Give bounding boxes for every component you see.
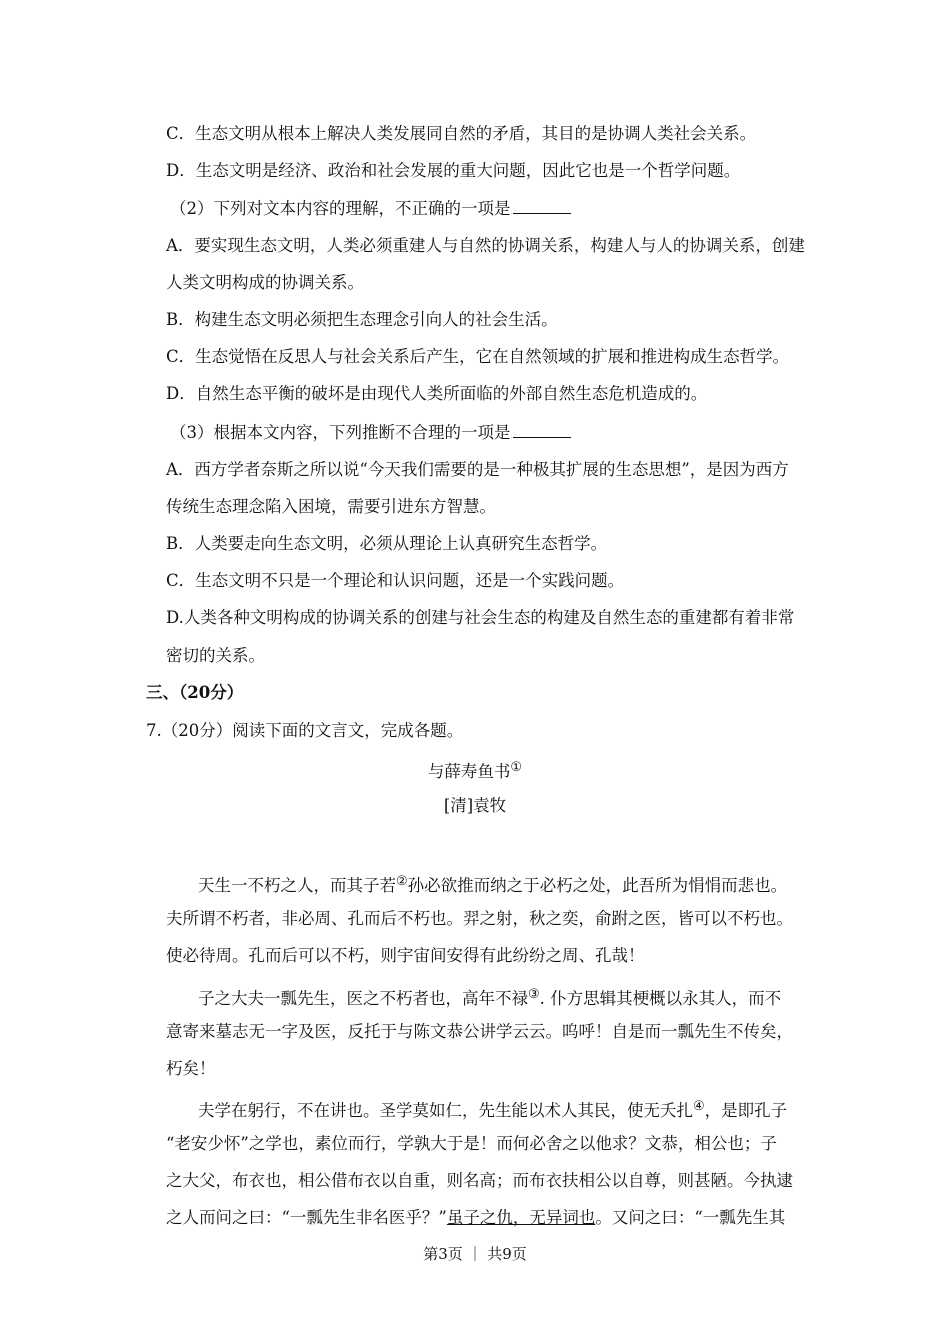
- passage-p2-line1: [198, 984, 781, 1010]
- text-run: 。又问之曰：“一瓢先生其: [595, 1208, 786, 1227]
- passage-p1-line1: [198, 871, 787, 897]
- q3-option-d-line2: 密切的关系。: [166, 646, 265, 665]
- passage-title-text: 与薛寿鱼书: [427, 762, 511, 781]
- q1-option-d: D．生态文明是经济、政治和社会发展的重大问题，因此它也是一个哲学问题。: [166, 161, 741, 180]
- text-run: . 仆方思辑其梗概以永其人，而不: [539, 989, 782, 1008]
- footnote-mark: ④: [693, 1099, 705, 1114]
- text-run: 夫学在躬行，不在讲也。圣学莫如仁，先生能以术人其民，使无夭扎: [198, 1101, 693, 1120]
- q3-option-a-line2: 传统生态理念陷入困境，需要引进东方智慧。: [166, 497, 496, 516]
- footnote-mark: ③: [528, 987, 540, 1002]
- q2-option-a-line2: 人类文明构成的协调关系。: [166, 273, 364, 292]
- q3-option-a-line1: A．西方学者奈斯之所以说“今天我们需要的是一种极其扩展的生态思想”，是因为西方: [166, 460, 789, 479]
- q3-stem: [170, 422, 571, 444]
- underlined-sentence: 虽子之仇，无异词也: [446, 1208, 596, 1227]
- text-run: 之人而问之曰：“一瓢先生非名医乎？”: [166, 1208, 447, 1227]
- passage-author: [清]袁牧: [443, 796, 507, 815]
- q2-stem: [170, 198, 571, 220]
- passage-p1-line2: 夫所谓不朽者，非必周、孔而后不朽也。羿之射，秋之奕，俞跗之医，皆可以不朽也。: [166, 909, 793, 928]
- q2-option-c: C．生态觉悟在反思人与社会关系后产生，它在自然领域的扩展和推进构成生态哲学。: [166, 347, 790, 366]
- q7-stem: 7.（20分）阅读下面的文言文，完成各题。: [146, 721, 464, 740]
- q2-option-a-line1: A．要实现生态文明，人类必须重建人与自然的协调关系，构建人与人的协调关系，创建: [166, 236, 805, 255]
- passage-p1-line3: 使必待周。孔而后可以不朽，则宇宙间安得有此纷纷之周、孔哉！: [166, 946, 645, 965]
- passage-p2-line3: 朽矣！: [166, 1059, 216, 1078]
- passage-p3-line4: [166, 1207, 785, 1229]
- passage-title: [0, 757, 950, 783]
- answer-blank: [513, 199, 571, 214]
- text-run: ，是即孔子: [704, 1101, 788, 1120]
- passage-p3-line3: 之大父，布衣也，相公借布衣以自重，则名高；而布衣扶相公以自尊，则甚陋。今执逮: [166, 1171, 793, 1190]
- q3-option-d-line1: D.人类各种文明构成的协调关系的创建与社会生态的构建及自然生态的重建都有着非常: [166, 608, 795, 627]
- text-run: 天生一不朽之人，而其子若: [198, 876, 396, 895]
- q2-option-b: B．构建生态文明必须把生态理念引向人的社会生活。: [166, 310, 558, 329]
- text-run: 孙必欲推而纳之于必朽之处，此吾所为悁悁而悲也。: [407, 876, 788, 895]
- q3-option-b: B．人类要走向生态文明，必须从理论上认真研究生态哲学。: [166, 534, 608, 553]
- answer-blank: [513, 423, 571, 438]
- passage-p3-line2: “老安少怀”之学也，素位而行，学孰大于是！而何必舍之以他求？文恭，相公也；子: [166, 1134, 777, 1153]
- q3-option-c: C．生态文明不只是一个理论和认识问题，还是一个实践问题。: [166, 571, 625, 590]
- footnote-mark: ①: [510, 760, 523, 775]
- text-run: 子之大夫一瓢先生，医之不朽者也，高年不禄: [198, 989, 528, 1008]
- passage-p3-line1: [198, 1096, 787, 1122]
- footnote-mark: ②: [396, 874, 408, 889]
- q1-option-c: C．生态文明从根本上解决人类发展同自然的矛盾，其目的是协调人类社会关系。: [166, 124, 757, 143]
- q2-stem-text: （2）下列对文本内容的理解，不正确的一项是: [170, 199, 511, 218]
- section-heading: 三、（20分）: [146, 683, 244, 702]
- page-footer: 第3页 ｜ 共9页: [423, 1245, 527, 1263]
- q2-option-d: D．自然生态平衡的破坏是由现代人类所面临的外部自然生态危机造成的。: [166, 384, 708, 403]
- q3-stem-text: （3）根据本文内容，下列推断不合理的一项是: [170, 423, 511, 442]
- passage-p2-line2: 意寄来墓志无一字及医，反托于与陈文恭公讲学云云。呜呼！自是而一瓢先生不传矣，: [166, 1022, 793, 1041]
